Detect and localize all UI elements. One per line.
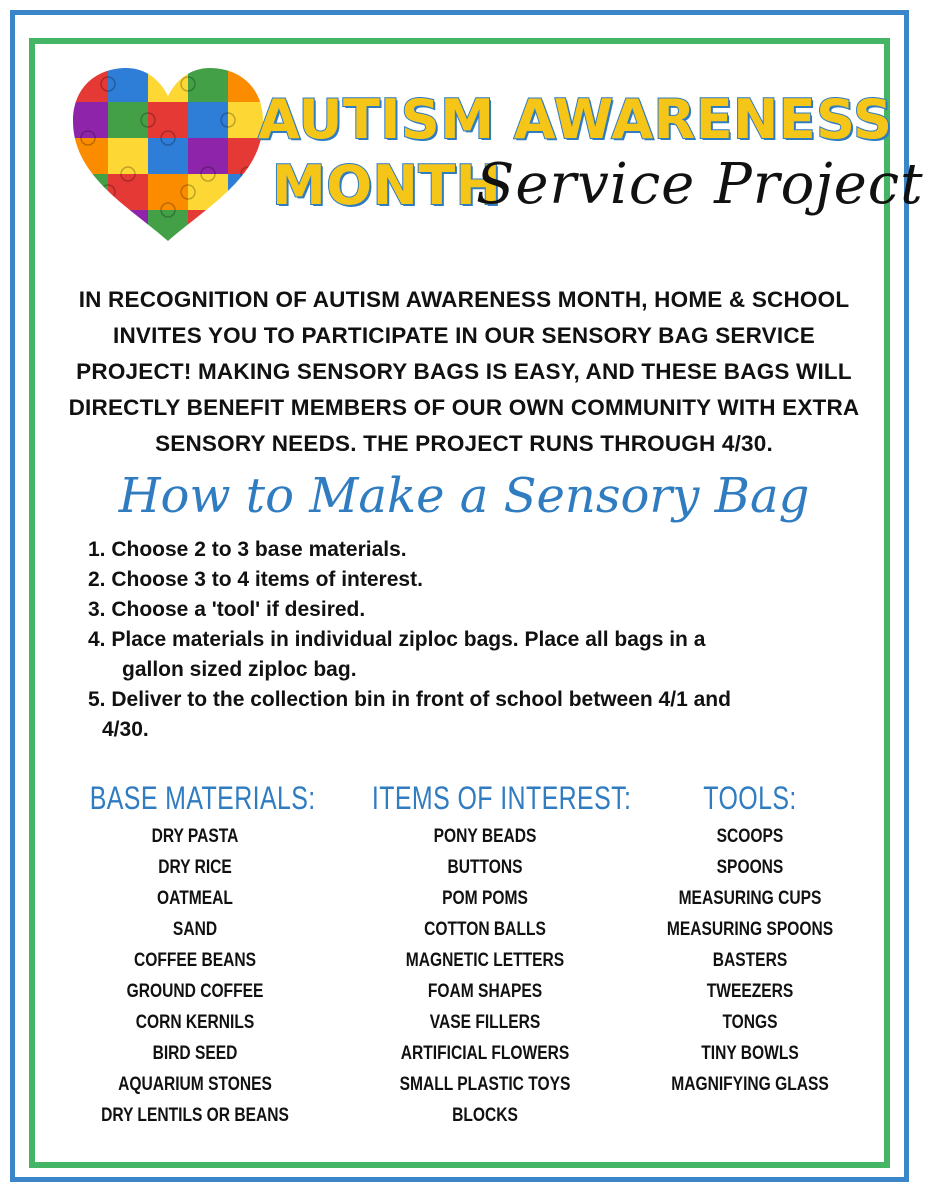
list-item: GROUND COFFEE [126,981,264,1002]
puzzle-heart-icon [68,66,268,246]
list-item: MAGNETIC LETTERS [405,950,565,971]
list-item: BLOCKS [452,1105,518,1126]
step-4-text: 4. Place materials in individual ziploc bags. Place all bags in a [88,628,706,651]
step-3 [88,595,858,625]
list-item: MEASURING SPOONS [666,919,834,940]
list-item: BASTERS [712,950,788,971]
list-item: COTTON BALLS [424,919,546,940]
steps-list [88,535,858,745]
tools-column [615,780,885,1100]
list-item: SMALL PLASTIC TOYS [399,1074,571,1095]
list-item: ARTIFICIAL FLOWERS [400,1043,570,1064]
step-1 [88,535,858,565]
items-of-interest-column [340,780,630,1131]
step-3-text: 3. Choose a 'tool' if desired. [88,598,366,621]
step-1-text: 1. Choose 2 to 3 base materials. [88,538,407,561]
step-4-continuation: gallon sized ziploc bag. [122,658,357,681]
list-item: POM POMS [442,888,528,909]
step-2 [88,565,858,595]
howto-heading: How to Make a Sensory Bag [118,468,810,524]
list-item: OATMEAL [157,888,233,909]
tools-heading: TOOLS: [703,780,797,816]
base-materials-column [60,780,330,1131]
list-item: DRY LENTILS OR BEANS [101,1105,289,1126]
title-line-2: MONTH [272,154,502,217]
list-item: MEASURING CUPS [678,888,822,909]
items-of-interest-heading: ITEMS OF INTEREST: [371,780,632,816]
list-item: COFFEE BEANS [133,950,257,971]
list-item: BIRD SEED [152,1043,238,1064]
list-item: TONGS [722,1012,778,1033]
step-5 [88,685,858,745]
list-item: TWEEZERS [706,981,794,1002]
base-materials-heading: BASE MATERIALS: [89,780,316,816]
list-item: SAND [172,919,218,940]
step-2-text: 2. Choose 3 to 4 items of interest. [88,568,423,591]
title-script: Service Project [476,152,924,217]
list-item: AQUARIUM STONES [118,1074,272,1095]
list-item: FOAM SHAPES [427,981,543,1002]
step-5-text: 5. Deliver to the collection bin in front of school between 4/1 and [88,688,731,711]
list-item: SPOONS [716,857,784,878]
list-item: SCOOPS [716,826,784,847]
step-5-continuation: 4/30. [102,718,149,741]
step-4 [88,625,858,685]
list-item: PONY BEADS [433,826,537,847]
list-item: CORN KERNILS [135,1012,255,1033]
list-item: BUTTONS [447,857,523,878]
list-item: TINY BOWLS [701,1043,799,1064]
intro-paragraph: IN RECOGNITION OF AUTISM AWARENESS MONTH, HOME & SCHOOL INVITES YOU TO PARTICIPATE IN OUR SENSORY BAG SERVICE PROJECT! MAKING SENSORY BAGS IS EASY, AND THESE BAGS WILL DIRECTLY BENEFIT MEMBERS OF OUR OWN COMMUNITY WITH EXTRA SENSORY NEEDS. THE PROJECT RUNS THROUGH 4/30. [68,287,860,456]
title-line-1: AUTISM AWARENESS [258,88,893,151]
list-item: MAGNIFYING GLASS [671,1074,829,1095]
list-item: DRY PASTA [151,826,239,847]
list-item: DRY RICE [158,857,232,878]
list-item: VASE FILLERS [429,1012,541,1033]
